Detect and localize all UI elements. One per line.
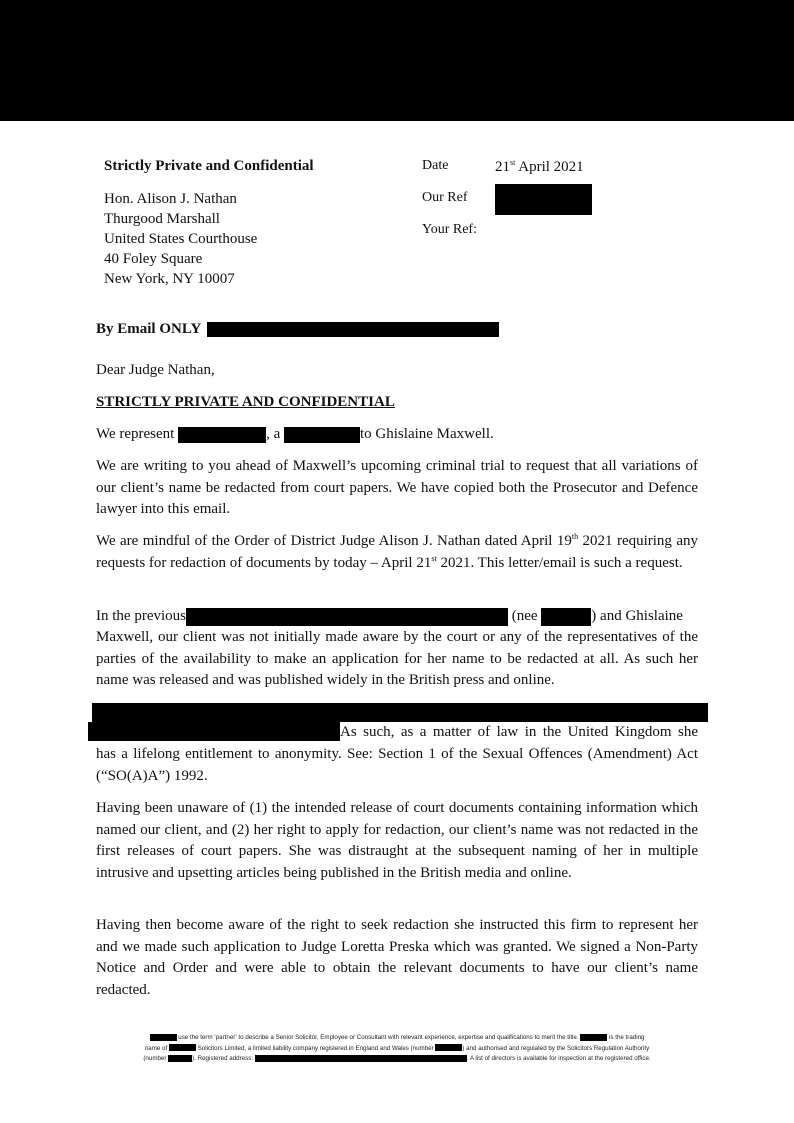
paragraph-3: We are mindful of the Order of District Judge Alison J. Nathan dated April 19th 2021 requiring any requests for redaction of documents by today – April 21st 2021. This letter/email is such a request. [96, 532, 699, 571]
recipient-line: New York, NY 10007 [104, 271, 235, 287]
footer-line: name of Solicitors Limited, a limited liability company registered in England and Wales (number ) and authorised and regulated by the Solicitors Regulation Authority [144, 1044, 650, 1052]
date-value: 21st April 2021 [495, 158, 584, 175]
paragraph-2: We are writing to you ahead of Maxwell’s upcoming criminal trial to request that all variations of our client’s name be redacted from court papers. We have copied both the Prosecutor and Defence lawyer into this email. [96, 458, 698, 517]
redaction [435, 1044, 462, 1051]
redaction [178, 427, 266, 443]
redaction [541, 608, 591, 626]
salutation: Dear Judge Nathan, [96, 362, 215, 378]
email-line: By Email ONLY [96, 319, 499, 340]
paragraph-5-first-line: As such, as a matter of law in the United Kingdom she [340, 724, 698, 740]
redaction [255, 1055, 467, 1062]
date-label: Date [422, 158, 449, 173]
our-ref-redaction [495, 184, 592, 215]
redaction [186, 608, 508, 626]
redaction [168, 1055, 192, 1062]
confidential-label: Strictly Private and Confidential [104, 158, 314, 174]
email-redaction [207, 322, 499, 337]
redaction [169, 1044, 196, 1051]
footer-line: use the term ‘partner’ to describe a Senior Solicitor, Employee or Consultant with relevant experience, expertise and qualifications to merit the title. is the trading [96, 1033, 698, 1044]
paragraph-7: Having then become aware of the right to seek redaction she instructed this firm to represent her and we made such application to Judge Loretta Preska which was granted. We signed a Non-Party Notice and Order and were able to obtain the relevant documents to have our client’s name redacted. [96, 917, 698, 998]
recipient-line: 40 Foley Square [104, 251, 203, 267]
redaction [150, 1034, 177, 1041]
paragraph-5: has a lifelong entitlement to anonymity. See: Section 1 of the Sexual Offences (Amendment) Act (“SO(A)A”) 1992. [96, 746, 698, 784]
our-ref-label: Our Ref [422, 190, 468, 205]
recipient-line: Hon. Alison J. Nathan [104, 191, 237, 207]
redaction [284, 427, 360, 443]
recipient-address [104, 189, 257, 289]
footer [96, 1033, 698, 1065]
footer-line: (number ). Registered address: . A list of directors is available for inspection at the registered office. [143, 1055, 651, 1062]
your-ref-label: Your Ref: [422, 222, 477, 237]
top-redaction-bar [0, 0, 794, 121]
redaction [92, 703, 708, 722]
paragraph-4: Maxwell, our client was not initially made aware by the court or any of the representatives of the parties of the availability to make an application for her name to be redacted at all. As such her name was released and was published widely in the British press and online. [96, 629, 698, 688]
redaction [580, 1034, 607, 1041]
recipient-line: Thurgood Marshall [104, 211, 220, 227]
redaction [88, 722, 340, 741]
paragraph-4-first-line: In the previous (nee ) and Ghislaine [96, 608, 683, 624]
paragraph-6: Having been unaware of (1) the intended release of court documents containing information which named our client, and (2) her right to apply for redaction, our client’s name was not redacted in the first releases of court papers. She was distraught at the subsequent naming of her in multiple intrusive and upsetting articles being published in the British media and online. [96, 800, 698, 881]
paragraph-1: We represent , a to Ghislaine Maxwell. [96, 426, 494, 442]
recipient-line: United States Courthouse [104, 231, 258, 247]
letter-heading: STRICTLY PRIVATE AND CONFIDENTIAL [96, 394, 395, 410]
